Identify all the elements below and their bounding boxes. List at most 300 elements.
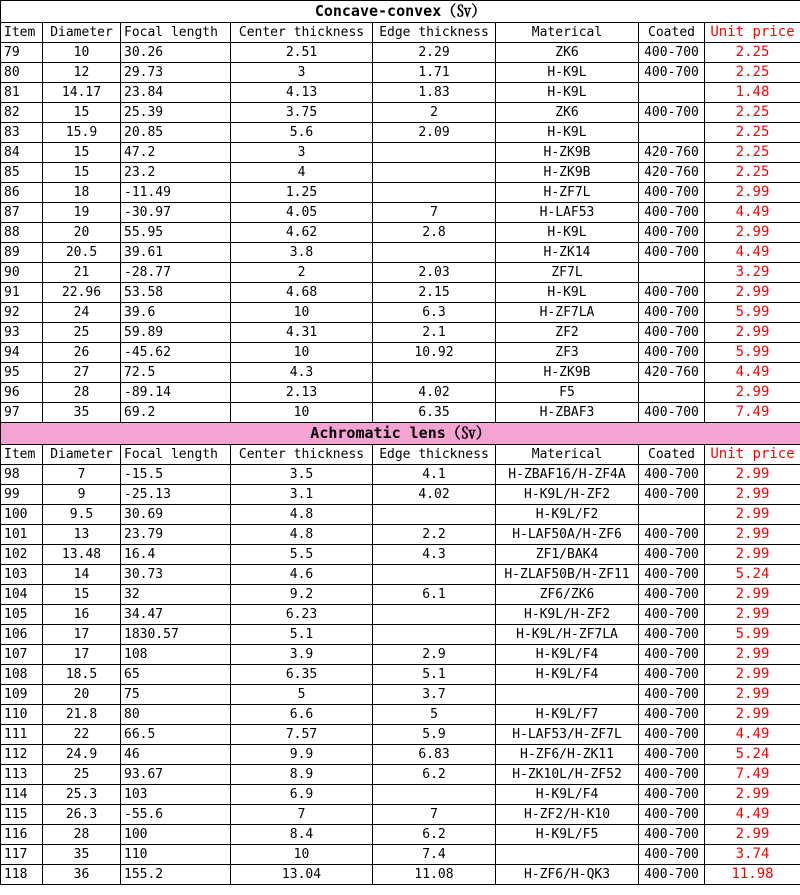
section-title: Achromatic lens（㏜）	[1, 423, 800, 445]
table-cell: H-ZK9B	[496, 363, 639, 383]
table-cell: 19	[43, 203, 121, 223]
table-cell: 400-700	[639, 785, 705, 805]
table-cell: 15	[43, 585, 121, 605]
table-cell: H-K9L	[496, 223, 639, 243]
table-row	[1, 865, 800, 885]
table-cell: 4.3	[373, 545, 496, 565]
table-cell: H-K9L/F4	[496, 665, 639, 685]
table-cell	[373, 163, 496, 183]
unit-price-cell: 2.99	[705, 283, 800, 303]
table-cell: 21.8	[43, 705, 121, 725]
table-cell: 9.5	[43, 505, 121, 525]
table-cell: 17	[43, 645, 121, 665]
table-cell: 24.9	[43, 745, 121, 765]
table-cell: 6.2	[373, 765, 496, 785]
column-header: Item	[1, 23, 43, 43]
table-cell: H-K9L/F7	[496, 705, 639, 725]
table-cell: 20.85	[121, 123, 231, 143]
table-cell: 65	[121, 665, 231, 685]
unit-price-cell: 5.24	[705, 745, 800, 765]
table-cell: 100	[1, 505, 43, 525]
section-title: Concave-convex（㏜）	[1, 1, 800, 23]
table-row	[1, 143, 800, 163]
table-cell: 4.02	[373, 383, 496, 403]
table-cell: 97	[1, 403, 43, 423]
table-cell: 5	[231, 685, 373, 705]
table-cell: 4.6	[231, 565, 373, 585]
table-cell: 110	[1, 705, 43, 725]
table-cell: 2.15	[373, 283, 496, 303]
table-cell: 3	[231, 63, 373, 83]
column-header: Edge thickness	[373, 445, 496, 465]
table-cell: 400-700	[639, 765, 705, 785]
table-cell: 29.73	[121, 63, 231, 83]
table-cell: 17	[43, 625, 121, 645]
table-cell: 9.2	[231, 585, 373, 605]
table-row	[1, 183, 800, 203]
table-cell: 400-700	[639, 645, 705, 665]
column-header: Unit price	[705, 445, 800, 465]
table-cell: 2.03	[373, 263, 496, 283]
column-header: Focal length	[121, 445, 231, 465]
table-cell: -55.6	[121, 805, 231, 825]
table-row	[1, 745, 800, 765]
table-row	[1, 785, 800, 805]
table-cell: 155.2	[121, 865, 231, 885]
table-cell: 81	[1, 83, 43, 103]
unit-price-cell: 2.99	[705, 645, 800, 665]
unit-price-cell: 2.25	[705, 103, 800, 123]
table-cell: 18	[43, 183, 121, 203]
table-cell: 1.83	[373, 83, 496, 103]
table-cell: H-K9L	[496, 63, 639, 83]
table-cell: 420-760	[639, 143, 705, 163]
unit-price-cell: 2.99	[705, 665, 800, 685]
table-cell: H-K9L/F5	[496, 825, 639, 845]
table-cell: 400-700	[639, 825, 705, 845]
table-cell: 5.6	[231, 123, 373, 143]
table-cell: H-ZK9B	[496, 143, 639, 163]
table-cell: 25.39	[121, 103, 231, 123]
table-cell: 400-700	[639, 343, 705, 363]
table-cell: H-K9L/H-ZF2	[496, 605, 639, 625]
table-row	[1, 323, 800, 343]
table-cell: H-K9L/H-ZF7LA	[496, 625, 639, 645]
table-row	[1, 403, 800, 423]
table-cell: 10	[231, 343, 373, 363]
table-cell: ZF7L	[496, 263, 639, 283]
table-cell: 106	[1, 625, 43, 645]
table-cell	[639, 83, 705, 103]
table-cell: 3	[231, 143, 373, 163]
table-cell: 3.9	[231, 645, 373, 665]
table-cell: H-K9L	[496, 83, 639, 103]
table-cell: 95	[1, 363, 43, 383]
unit-price-cell: 2.99	[705, 465, 800, 485]
table-cell: 21	[43, 263, 121, 283]
table-cell	[639, 263, 705, 283]
table-cell: H-ZF7L	[496, 183, 639, 203]
table-cell: 400-700	[639, 685, 705, 705]
table-cell: 18.5	[43, 665, 121, 685]
table-row	[1, 303, 800, 323]
column-header: Focal length	[121, 23, 231, 43]
table-cell: H-ZK10L/H-ZF52	[496, 765, 639, 785]
unit-price-cell: 1.48	[705, 83, 800, 103]
table-cell: 4.02	[373, 485, 496, 505]
table-cell: 32	[121, 585, 231, 605]
unit-price-cell: 2.99	[705, 585, 800, 605]
column-header: Diameter	[43, 445, 121, 465]
table-row	[1, 363, 800, 383]
table-cell: 28	[43, 825, 121, 845]
unit-price-cell: 2.99	[705, 183, 800, 203]
table-cell: F5	[496, 383, 639, 403]
unit-price-cell: 2.99	[705, 705, 800, 725]
unit-price-cell: 2.25	[705, 123, 800, 143]
table-cell: 4.68	[231, 283, 373, 303]
table-cell: 8.4	[231, 825, 373, 845]
table-cell: 105	[1, 605, 43, 625]
table-cell: 6.23	[231, 605, 373, 625]
table-cell: 4	[231, 163, 373, 183]
table-row	[1, 605, 800, 625]
table-cell: 79	[1, 43, 43, 63]
table-cell: 5.5	[231, 545, 373, 565]
unit-price-cell: 2.99	[705, 223, 800, 243]
table-cell: 87	[1, 203, 43, 223]
table-row	[1, 63, 800, 83]
table-cell: 13.04	[231, 865, 373, 885]
unit-price-cell: 2.25	[705, 143, 800, 163]
table-cell: 10	[43, 43, 121, 63]
table-cell: 47.2	[121, 143, 231, 163]
table-cell: H-ZK9B	[496, 163, 639, 183]
table-cell: 113	[1, 765, 43, 785]
table-cell: 4.8	[231, 525, 373, 545]
table-cell: 30.26	[121, 43, 231, 63]
table-cell: 107	[1, 645, 43, 665]
table-cell: 4.05	[231, 203, 373, 223]
table-cell: -11.49	[121, 183, 231, 203]
table-row	[1, 685, 800, 705]
table-cell: H-ZF6/H-ZK11	[496, 745, 639, 765]
table-cell: 23.84	[121, 83, 231, 103]
table-cell: 15.9	[43, 123, 121, 143]
table-row	[1, 103, 800, 123]
table-row	[1, 383, 800, 403]
unit-price-cell: 2.99	[705, 505, 800, 525]
column-header: Materical	[496, 23, 639, 43]
unit-price-cell: 3.74	[705, 845, 800, 865]
table-cell: 112	[1, 745, 43, 765]
table-cell: ZK6	[496, 103, 639, 123]
table-cell: 2.13	[231, 383, 373, 403]
table-cell: ZF2	[496, 323, 639, 343]
table-cell: 20	[43, 223, 121, 243]
unit-price-cell: 2.99	[705, 323, 800, 343]
table-cell: 3.1	[231, 485, 373, 505]
table-cell: 101	[1, 525, 43, 545]
table-cell: 13.48	[43, 545, 121, 565]
table-cell: H-ZBAF16/H-ZF4A	[496, 465, 639, 485]
table-cell: 400-700	[639, 605, 705, 625]
table-cell: 420-760	[639, 363, 705, 383]
table-row	[1, 505, 800, 525]
table-cell: H-ZF2/H-K10	[496, 805, 639, 825]
column-header: Center thickness	[231, 23, 373, 43]
table-cell: H-K9L/H-ZF2	[496, 485, 639, 505]
table-cell: 3.75	[231, 103, 373, 123]
table-cell: 9	[43, 485, 121, 505]
table-row	[1, 485, 800, 505]
table-row	[1, 725, 800, 745]
table-row	[1, 705, 800, 725]
table-cell	[496, 845, 639, 865]
table-cell: 24	[43, 303, 121, 323]
table-cell: 69.2	[121, 403, 231, 423]
table-cell: 400-700	[639, 525, 705, 545]
table-cell: 4.1	[373, 465, 496, 485]
table-cell: 400-700	[639, 705, 705, 725]
table-cell: 116	[1, 825, 43, 845]
table-cell: 5.1	[373, 665, 496, 685]
table-cell: 39.6	[121, 303, 231, 323]
table-cell: 8.9	[231, 765, 373, 785]
table-cell: 28	[43, 383, 121, 403]
table-cell: 5.1	[231, 625, 373, 645]
unit-price-cell: 4.49	[705, 243, 800, 263]
table-cell: -28.77	[121, 263, 231, 283]
table-cell	[639, 383, 705, 403]
table-cell: 99	[1, 485, 43, 505]
table-cell: 26.3	[43, 805, 121, 825]
unit-price-cell: 4.49	[705, 203, 800, 223]
table-cell: 7.4	[373, 845, 496, 865]
table-cell: 35	[43, 403, 121, 423]
unit-price-cell: 5.99	[705, 343, 800, 363]
table-cell	[373, 183, 496, 203]
table-cell	[373, 605, 496, 625]
table-cell	[373, 625, 496, 645]
table-cell: 6.9	[231, 785, 373, 805]
unit-price-cell: 2.99	[705, 785, 800, 805]
unit-price-cell: 2.99	[705, 383, 800, 403]
unit-price-cell: 2.99	[705, 485, 800, 505]
table-cell: 86	[1, 183, 43, 203]
table-cell: 102	[1, 545, 43, 565]
table-cell: 75	[121, 685, 231, 705]
table-cell: 2.2	[373, 525, 496, 545]
table-row	[1, 83, 800, 103]
unit-price-cell: 2.99	[705, 825, 800, 845]
table-cell: 400-700	[639, 243, 705, 263]
table-cell: 7	[43, 465, 121, 485]
column-header-row	[1, 445, 800, 465]
table-cell: 2.1	[373, 323, 496, 343]
table-cell: 400-700	[639, 63, 705, 83]
table-cell: 118	[1, 865, 43, 885]
table-cell: 7.57	[231, 725, 373, 745]
table-cell: 72.5	[121, 363, 231, 383]
table-cell: 14.17	[43, 83, 121, 103]
table-cell: 16	[43, 605, 121, 625]
table-row	[1, 203, 800, 223]
table-cell: 1830.57	[121, 625, 231, 645]
table-row	[1, 343, 800, 363]
table-cell: 400-700	[639, 865, 705, 885]
table-cell: 89	[1, 243, 43, 263]
table-cell: 96	[1, 383, 43, 403]
table-cell: H-K9L	[496, 283, 639, 303]
table-cell: 59.89	[121, 323, 231, 343]
table-row	[1, 545, 800, 565]
table-cell: 80	[121, 705, 231, 725]
table-cell: 400-700	[639, 565, 705, 585]
table-cell: H-ZLAF50B/H-ZF11	[496, 565, 639, 585]
table-cell: H-ZBAF3	[496, 403, 639, 423]
table-cell: 83	[1, 123, 43, 143]
table-cell: 53.58	[121, 283, 231, 303]
table-cell: 110	[121, 845, 231, 865]
table-cell: 6.35	[231, 665, 373, 685]
column-header: Materical	[496, 445, 639, 465]
table-cell: 84	[1, 143, 43, 163]
table-row	[1, 825, 800, 845]
table-cell	[373, 363, 496, 383]
table-cell: 400-700	[639, 625, 705, 645]
table-cell: 7	[373, 805, 496, 825]
unit-price-cell: 2.25	[705, 63, 800, 83]
table-cell: ZF3	[496, 343, 639, 363]
table-cell: 400-700	[639, 403, 705, 423]
table-cell: 2.8	[373, 223, 496, 243]
table-cell: 93	[1, 323, 43, 343]
table-cell: 98	[1, 465, 43, 485]
table-cell: H-ZK14	[496, 243, 639, 263]
table-cell: 400-700	[639, 303, 705, 323]
table-cell: 12	[43, 63, 121, 83]
table-cell: 400-700	[639, 43, 705, 63]
table-row	[1, 43, 800, 63]
table-row	[1, 805, 800, 825]
unit-price-cell: 5.99	[705, 625, 800, 645]
table-cell: 6.35	[373, 403, 496, 423]
table-cell: 4.31	[231, 323, 373, 343]
table-cell: 66.5	[121, 725, 231, 745]
table-cell: 22.96	[43, 283, 121, 303]
table-cell: 23.79	[121, 525, 231, 545]
table-cell: 15	[43, 103, 121, 123]
table-cell: 94	[1, 343, 43, 363]
unit-price-cell: 5.99	[705, 303, 800, 323]
unit-price-cell: 7.49	[705, 765, 800, 785]
column-header: Unit price	[705, 23, 800, 43]
table-row	[1, 243, 800, 263]
column-header: Coated	[639, 445, 705, 465]
table-cell: 39.61	[121, 243, 231, 263]
table-row	[1, 283, 800, 303]
table-cell: 82	[1, 103, 43, 123]
table-row	[1, 645, 800, 665]
table-cell: 2.09	[373, 123, 496, 143]
column-header: Diameter	[43, 23, 121, 43]
table-cell: H-K9L	[496, 123, 639, 143]
table-cell: ZK6	[496, 43, 639, 63]
table-cell: 30.69	[121, 505, 231, 525]
table-cell: 10.92	[373, 343, 496, 363]
section-title-row	[1, 423, 800, 445]
table-cell: 11.08	[373, 865, 496, 885]
table-cell: 6.2	[373, 825, 496, 845]
table-cell: ZF6/ZK6	[496, 585, 639, 605]
table-cell: 104	[1, 585, 43, 605]
table-row	[1, 665, 800, 685]
table-cell: 35	[43, 845, 121, 865]
column-header: Edge thickness	[373, 23, 496, 43]
table-cell: 13	[43, 525, 121, 545]
unit-price-cell: 11.98	[705, 865, 800, 885]
unit-price-cell: 2.99	[705, 545, 800, 565]
table-cell: 6.3	[373, 303, 496, 323]
table-cell: H-LAF53	[496, 203, 639, 223]
table-cell: 34.47	[121, 605, 231, 625]
table-cell: 26	[43, 343, 121, 363]
column-header: Item	[1, 445, 43, 465]
table-cell: 10	[231, 303, 373, 323]
table-cell: 5	[373, 705, 496, 725]
table-cell: 7	[231, 805, 373, 825]
table-cell: 103	[1, 565, 43, 585]
column-header: Center thickness	[231, 445, 373, 465]
table-cell	[639, 123, 705, 143]
table-row	[1, 765, 800, 785]
table-cell: 88	[1, 223, 43, 243]
table-cell: 400-700	[639, 183, 705, 203]
table-cell: 46	[121, 745, 231, 765]
table-cell: H-LAF53/H-ZF7L	[496, 725, 639, 745]
table-row	[1, 465, 800, 485]
table-cell: 36	[43, 865, 121, 885]
table-cell: 25	[43, 765, 121, 785]
table-cell: -45.62	[121, 343, 231, 363]
table-cell: 4.3	[231, 363, 373, 383]
table-cell: H-ZF6/H-QK3	[496, 865, 639, 885]
table-cell: 25.3	[43, 785, 121, 805]
table-cell: -30.97	[121, 203, 231, 223]
unit-price-cell: 3.29	[705, 263, 800, 283]
table-cell: 115	[1, 805, 43, 825]
table-cell: 25	[43, 323, 121, 343]
table-cell: 10	[231, 845, 373, 865]
table-cell	[373, 785, 496, 805]
table-cell: 103	[121, 785, 231, 805]
table-cell: 92	[1, 303, 43, 323]
table-cell: 400-700	[639, 665, 705, 685]
unit-price-cell: 7.49	[705, 403, 800, 423]
table-cell: 91	[1, 283, 43, 303]
table-cell: 2.51	[231, 43, 373, 63]
table-cell: 111	[1, 725, 43, 745]
unit-price-cell: 2.25	[705, 43, 800, 63]
table-cell	[496, 685, 639, 705]
table-cell: H-K9L/F4	[496, 645, 639, 665]
table-cell: 400-700	[639, 103, 705, 123]
table-row	[1, 525, 800, 545]
unit-price-cell: 4.49	[705, 363, 800, 383]
table-cell: -89.14	[121, 383, 231, 403]
table-cell: 400-700	[639, 805, 705, 825]
